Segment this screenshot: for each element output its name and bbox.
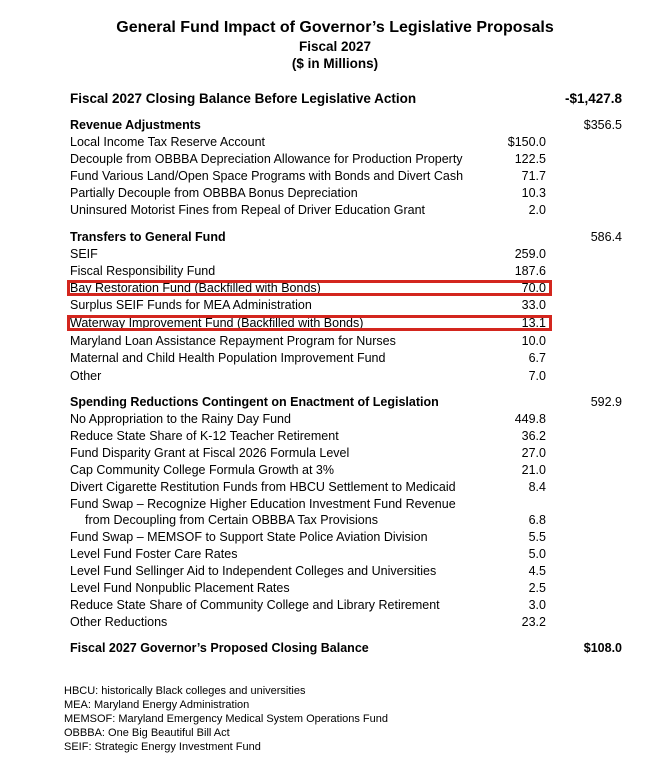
fiscal-year-subtitle: Fiscal 2027 [298,39,372,54]
footnote: MEA: Maryland Energy Administration [64,699,250,711]
row-value: $150.0 [507,135,546,149]
row-value: 70.0 [521,281,546,295]
table-row [0,263,670,280]
table-row [0,462,670,479]
row-value: 10.3 [521,186,546,200]
row-label: Reduce State Share of K-12 Teacher Retirement [70,429,339,443]
row-label: Level Fund Foster Care Rates [70,547,238,561]
spending-total: 592.9 [590,395,622,409]
row-value: 187.6 [514,264,546,278]
table-row [0,614,670,631]
opening-balance-row [0,90,670,107]
page-title: General Fund Impact of Governor’s Legislative Proposals [116,19,554,36]
row-label: Divert Cigarette Restitution Funds from HBCU Settlement to Medicaid [70,480,456,494]
row-value: 2.5 [528,581,546,595]
row-value: 5.0 [528,547,546,561]
row-label: Fund Swap – MEMSOF to Support State Police Aviation Division [70,530,428,544]
row-label: Fund Disparity Grant at Fiscal 2026 Formula Level [70,446,350,460]
transfers-heading-row [0,229,670,246]
table-row [0,411,670,428]
row-value: 27.0 [521,446,546,460]
row-label: Bay Restoration Fund (Backfilled with Bonds) [70,281,321,295]
row-value: 449.8 [514,412,546,426]
table-row [0,202,670,219]
row-value: 7.0 [528,369,546,383]
row-label: Other Reductions [70,615,168,629]
table-row [0,428,670,445]
footnote: HBCU: historically Black colleges and universities [64,685,306,697]
row-label: Uninsured Motorist Fines from Repeal of Driver Education Grant [70,203,426,217]
row-label: Surplus SEIF Funds for MEA Administration [70,298,312,312]
closing-balance-row [0,640,670,657]
table-row [0,185,670,202]
table-row [0,297,670,314]
closing-balance-label: Fiscal 2027 Governor’s Proposed Closing Balance [70,641,369,655]
row-value: 13.1 [521,316,546,330]
row-label: No Appropriation to the Rainy Day Fund [70,412,291,426]
row-label: Partially Decouple from OBBBA Bonus Depreciation [70,186,358,200]
row-label: Level Fund Sellinger Aid to Independent Colleges and Universities [70,564,437,578]
footnote: MEMSOF: Maryland Emergency Medical System Operations Fund [64,713,389,725]
row-label: Fund Swap – Recognize Higher Education Investment Fund Revenue [70,497,456,511]
table-row [0,580,670,597]
row-value: 6.7 [528,351,546,365]
table-row [0,529,670,546]
row-label: SEIF [70,247,98,261]
transfers-heading: Transfers to General Fund [70,230,226,244]
transfers-total: 586.4 [590,230,622,244]
row-value: 23.2 [521,615,546,629]
units-subtitle: ($ in Millions) [291,56,379,71]
row-label: Reduce State Share of Community College and Library Retirement [70,598,440,612]
row-value: 21.0 [521,463,546,477]
row-value: 10.0 [521,334,546,348]
table-row [0,333,670,350]
spending-heading-row [0,394,670,411]
table-row [0,246,670,263]
row-value: 8.4 [528,480,546,494]
highlight-box [67,280,552,296]
highlight-box [67,315,552,331]
row-value: 259.0 [514,247,546,261]
table-row [0,496,670,513]
revenue-total: $356.5 [583,118,622,132]
table-row [0,134,670,151]
row-label: Fiscal Responsibility Fund [70,264,216,278]
table-row [0,368,670,385]
row-label: Level Fund Nonpublic Placement Rates [70,581,290,595]
row-label: Cap Community College Formula Growth at 3% [70,463,334,477]
table-row [0,597,670,614]
table-row [0,546,670,563]
row-label: Waterway Improvement Fund (Backfilled with Bonds) [70,316,364,330]
table-row [0,151,670,168]
row-value: 36.2 [521,429,546,443]
table-row [0,168,670,185]
footnotes [64,684,388,754]
row-label: Local Income Tax Reserve Account [70,135,266,149]
row-value: 5.5 [528,530,546,544]
spending-heading: Spending Reductions Contingent on Enactment of Legislation [70,395,439,409]
row-label: Decouple from OBBBA Depreciation Allowance for Production Property [70,152,463,166]
table-row-continuation [0,512,670,529]
footnote: SEIF: Strategic Energy Investment Fund [64,741,261,753]
table-row [0,445,670,462]
opening-balance-label: Fiscal 2027 Closing Balance Before Legislative Action [70,91,417,106]
table-row [0,563,670,580]
row-label-continued: from Decoupling from Certain OBBBA Tax Provisions [85,513,378,527]
revenue-heading: Revenue Adjustments [70,118,201,132]
footnote: OBBBA: One Big Beautiful Bill Act [64,727,230,739]
closing-balance-total: $108.0 [583,641,622,655]
row-label: Fund Various Land/Open Space Programs with Bonds and Divert Cash [70,169,464,183]
row-value: 3.0 [528,598,546,612]
row-label: Maryland Loan Assistance Repayment Program for Nurses [70,334,396,348]
table-row [0,350,670,367]
row-value: 33.0 [521,298,546,312]
opening-balance-total: -$1,427.8 [564,91,622,106]
table-row [0,479,670,496]
row-label: Other [70,369,102,383]
row-value: 71.7 [521,169,546,183]
revenue-heading-row [0,117,670,134]
row-value: 2.0 [528,203,546,217]
row-label: Maternal and Child Health Population Improvement Fund [70,351,386,365]
row-value: 122.5 [514,152,546,166]
row-value: 4.5 [528,564,546,578]
row-value: 6.8 [528,513,546,527]
